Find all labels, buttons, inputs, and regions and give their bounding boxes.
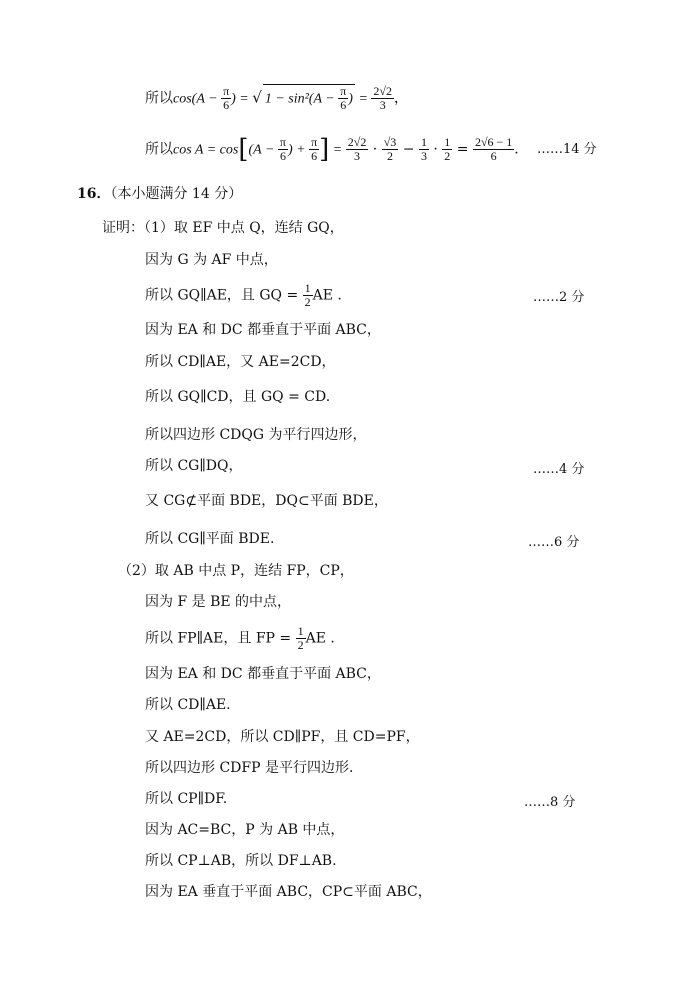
denominator: 3 (420, 149, 427, 163)
fraction-result (371, 85, 394, 112)
proof-line: 因为 AC=BC，P 为 AB 中点， (145, 822, 345, 838)
punct: . (514, 141, 519, 158)
numerator: √3 (383, 135, 397, 149)
math-text: 所以 FP∥AE，且 FP = (145, 630, 296, 647)
numerator: 1 (304, 281, 311, 295)
denominator: 6 (223, 98, 230, 112)
equation-cos-a-minus-pi-6 (145, 84, 408, 112)
proof-line: 所以 GQ∥CD，且 GQ = CD. (145, 389, 331, 405)
denominator: 3 (379, 98, 386, 112)
numerator: 2√2 (347, 135, 367, 149)
left-bracket-icon: [ (238, 134, 249, 165)
punct: ， (393, 90, 408, 107)
fraction-pi-6 (338, 85, 348, 112)
question-number: 16． (77, 186, 111, 202)
numerator: π (340, 84, 347, 98)
fraction-half (303, 282, 313, 309)
fraction-result (473, 136, 514, 163)
math-text: = (452, 141, 473, 158)
fraction-pi-6 (278, 136, 288, 163)
fraction (419, 136, 429, 163)
right-bracket-icon: ] (319, 134, 330, 165)
denominator: 2 (297, 638, 304, 652)
math-text: ) = (231, 91, 253, 107)
math-text: AE . (305, 630, 335, 647)
score-8: ……8 分 (524, 795, 576, 810)
numerator: 1 (444, 135, 451, 149)
score-6: ……6 分 (528, 535, 580, 550)
numerator: π (311, 135, 318, 149)
denominator: 6 (311, 149, 318, 163)
math-text: ) + (287, 142, 310, 158)
denominator: 6 (340, 98, 347, 112)
math-text: AE . (312, 287, 342, 304)
equation-cos-a (145, 136, 519, 163)
proof-line-fp-parallel (145, 625, 335, 652)
fraction-pi-6 (221, 85, 231, 112)
numerator: π (223, 84, 230, 98)
fraction-half (296, 625, 306, 652)
math-text: · (368, 141, 382, 158)
math-text: ) (348, 91, 353, 107)
proof-line: 所以 CP∥DF. (145, 791, 228, 807)
question-points: （本小题满分 14 分） (110, 186, 243, 202)
proof-line: 因为 EA 和 DC 都垂直于平面 ABC， (145, 666, 381, 682)
proof-line: 所以 CG∥平面 BDE. (145, 531, 275, 547)
question-16-heading (77, 184, 242, 204)
proof-part-1-label: 证明：（1）取 EF 中点 Q，连结 GQ， (102, 220, 344, 236)
numerator: 2√6 − 1 (474, 135, 513, 149)
score-2: ……2 分 (533, 290, 585, 305)
score-4: ……4 分 (533, 462, 585, 477)
math-text: · (428, 141, 443, 158)
numerator: 1 (297, 624, 304, 638)
proof-line: 所以 CD∥AE，又 AE=2CD， (145, 354, 336, 370)
proof-line: 因为 EA 和 DC 都垂直于平面 ABC， (145, 322, 381, 338)
sqrt-body (263, 84, 355, 112)
numerator: 2√2 (373, 84, 392, 98)
math-text: = (354, 91, 372, 107)
proof-line: 所以 CD∥AE. (145, 697, 231, 713)
numerator: π (279, 135, 286, 149)
fraction (382, 136, 399, 163)
numerator: 1 (420, 135, 427, 149)
proof-line: 因为 EA 垂直于平面 ABC，CP⊂平面 ABC， (145, 884, 432, 900)
denominator: 6 (279, 149, 286, 163)
denominator: 2 (444, 149, 451, 163)
math-text: cos(A − (173, 91, 222, 107)
proof-line-gq-parallel (145, 282, 342, 309)
proof-line: 又 CG⊄平面 BDE，DQ⊂平面 BDE， (145, 493, 388, 509)
math-text: (A − (248, 142, 278, 158)
score-14: ……14 分 (537, 142, 597, 157)
math-text: 所以 GQ∥AE，且 GQ = (145, 287, 303, 304)
denominator: 3 (354, 149, 361, 163)
fraction-pi-6 (309, 136, 319, 163)
proof-line: 所以四边形 CDFP 是平行四边形. (145, 760, 354, 776)
radical-sign-icon: √ (252, 88, 262, 107)
denominator: 2 (387, 149, 393, 163)
proof-line: 所以 CP⊥AB，所以 DF⊥AB. (145, 853, 337, 869)
denominator: 6 (490, 149, 497, 163)
proof-line: 所以四边形 CDQG 为平行四边形， (145, 427, 367, 443)
fraction (442, 136, 452, 163)
math-text: cos A = cos (173, 142, 239, 158)
math-text: = (329, 142, 346, 158)
proof-part-2-label: （2）取 AB 中点 P，连结 FP，CP， (118, 563, 354, 579)
text-prefix: 所以 (145, 141, 173, 158)
math-text: 1 − sin²(A − (264, 91, 339, 107)
proof-line: 又 AE=2CD，所以 CD∥PF，且 CD=PF， (145, 729, 420, 745)
fraction (346, 136, 369, 163)
math-text: − (398, 141, 419, 158)
text-prefix: 所以 (145, 90, 173, 107)
denominator: 2 (304, 295, 311, 309)
proof-line: 所以 CG∥DQ， (145, 458, 243, 474)
proof-line: 因为 G 为 AF 中点， (145, 252, 278, 268)
proof-line: 因为 F 是 BE 的中点， (145, 594, 292, 610)
